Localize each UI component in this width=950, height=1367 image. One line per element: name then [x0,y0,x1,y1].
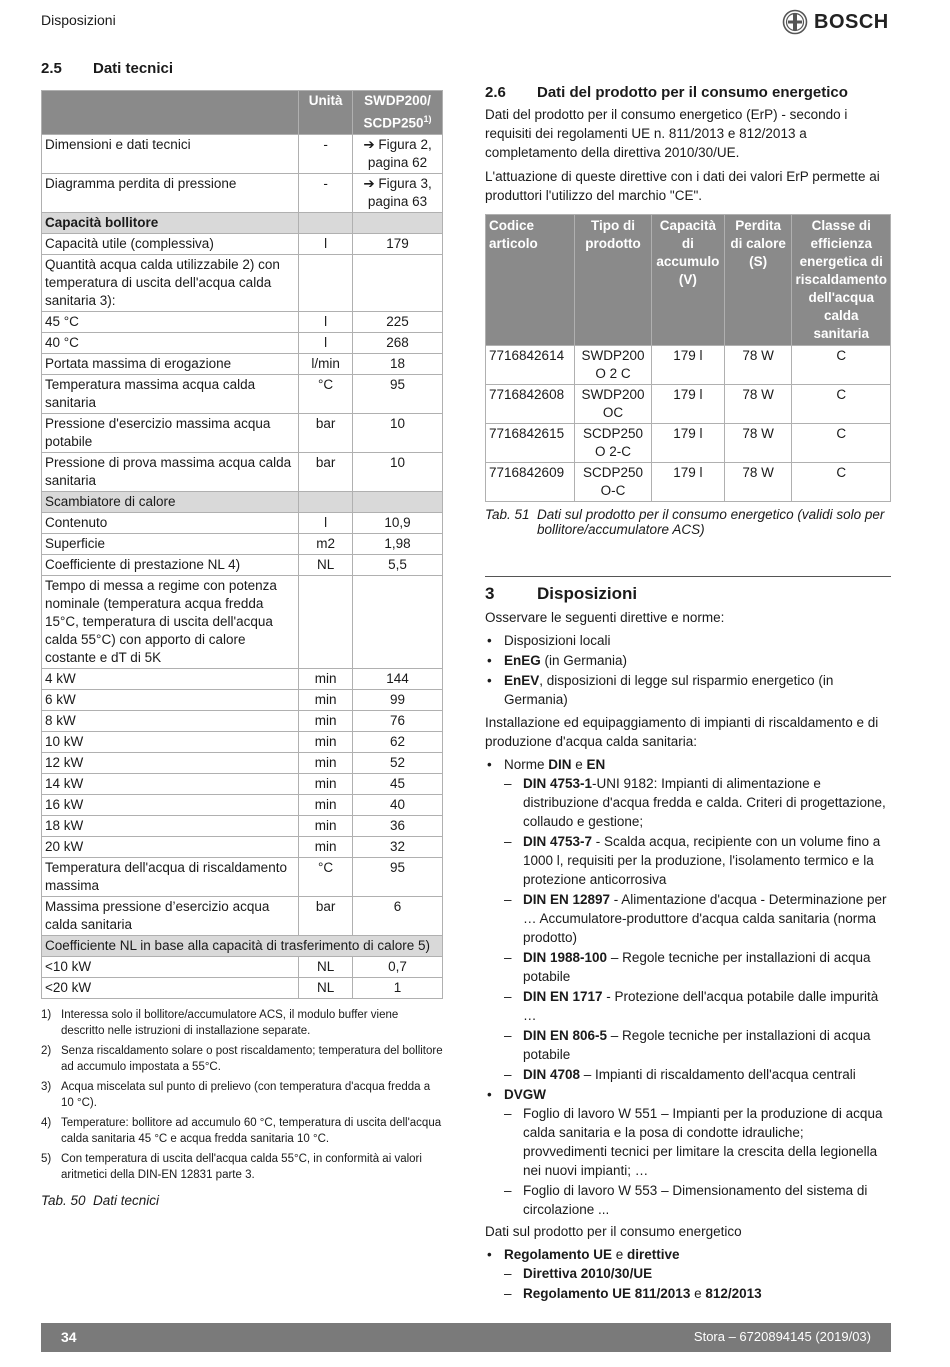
bosch-armature-icon [782,9,808,35]
table-cell-unit [299,575,353,668]
table-cell-label: Scambiatore di calore [42,491,299,512]
list-item: – DIN 4753-1-UNI 9182: Impianti di alimentazione e distribuzione d'acqua fredda e calda. Criteri di progettazione, collaudo e gestione; [504,774,891,831]
document-id: Stora – 6720894145 (2019/03) [693,1329,871,1344]
tech-header-model: SWDP200/ SCDP250$^{1)}$ [353,91,443,135]
table-row [42,710,443,731]
table-row [42,956,443,977]
table-cell-value: 62 [353,731,443,752]
table-cell: SCDP250 O 2-C [575,424,652,463]
table-cell-label: <10 kW [42,956,299,977]
table-cell-label: Contenuto [42,512,299,533]
table-cell-label: Quantità acqua calda utilizzabile 2) con temperatura di uscita dell'acqua calda sanitaria 3): [42,254,299,311]
page-number: 34 [61,1329,77,1345]
table-cell-value: 76 [353,710,443,731]
table-cell-label: 8 kW [42,710,299,731]
table-cell-unit: min [299,815,353,836]
table-cell: SWDP200 O 2 C [575,346,652,385]
section-2-6-title: 2.6 Dati del prodotto per il consumo energetico [485,84,848,101]
list-item: – DIN 4753-7 - Scalda acqua, recipiente con un volume fino a 1000 l, requisiti per la produzione, l'isolamento termico e la protezione anticorrosiva [504,832,891,889]
erp-header-cell: Classe di efficienza energetica di riscaldamento dell'acqua calda sanitaria [792,215,891,346]
table-row [42,668,443,689]
table-cell: 179 l [652,346,725,385]
table-row [42,689,443,710]
list-item-regulations: • Regolamento UE e direttive – Direttiva 2010/30/UE – Regolamento UE 811/2013 e 812/2013 [485,1245,891,1303]
list-item: • Disposizioni locali [485,631,891,650]
table-cell-value [353,212,443,233]
table-cell-label: 40 °C [42,332,299,353]
table-cell-unit: NL [299,977,353,998]
erp-table [485,214,891,502]
erp-paragraph-1: Dati del prodotto per il consumo energetico (ErP) - secondo i requisiti dei regolamenti UE n. 811/2013 e 812/2013 a completamento della direttiva 2010/30/UE. [485,107,848,160]
table-cell-unit: min [299,794,353,815]
table-cell-label: 10 kW [42,731,299,752]
footnote [41,1115,443,1147]
list-item-dvgw: • DVGW – Foglio di lavoro W 551 – Impianti per la produzione di acqua calda sanitaria e la posa di condotte idrauliche; provvedimenti tecnici per limitare la crescita della legionella nei nuovi impianti; … – Foglio di lavoro W 553 – Dimensionamento del sistema di circolazione ... [485,1085,891,1219]
table-cell: SWDP200 OC [575,385,652,424]
table-cell-unit: °C [299,857,353,896]
section-2-6-body [485,105,891,537]
table-cell: 179 l [652,424,725,463]
table-row [42,374,443,413]
table-cell-value: 1 [353,977,443,998]
page-footer [41,1323,891,1352]
din-sublist [504,774,891,1084]
table-cell-label: 45 °C [42,311,299,332]
table-row [42,731,443,752]
table-cell-label: 12 kW [42,752,299,773]
footnote [41,1043,443,1075]
table-row [42,575,443,668]
table-cell-unit: bar [299,896,353,935]
table-cell: C [792,463,891,502]
table-cell-label: Pressione d'esercizio massima acqua potabile [42,413,299,452]
table-cell: 78 W [724,424,792,463]
table-cell-label: Coefficiente di prestazione NL 4) [42,554,299,575]
table-row [42,794,443,815]
table-cell: 7716842608 [486,385,575,424]
table-row [42,332,443,353]
table-cell-unit: min [299,710,353,731]
table-cell-unit: l [299,332,353,353]
table-cell-label: <20 kW [42,977,299,998]
table-row [42,896,443,935]
table-cell-label: Temperatura massima acqua calda sanitaria [42,374,299,413]
table-cell-unit [299,254,353,311]
table-cell-value: 52 [353,752,443,773]
tech-table-header [42,91,443,135]
table-cell-unit: l [299,311,353,332]
table-51-caption: Tab. 51 Dati sul prodotto per il consumo energetico (validi solo per bollitore/accumulatore ACS) [485,507,885,537]
table-cell-value: 0,7 [353,956,443,977]
list-item: – DIN EN 1717 - Protezione dell'acqua potabile dalle impurità … [504,987,891,1025]
table-cell-label: Massima pressione d’esercizio acqua calda sanitaria [42,896,299,935]
section-3-body [485,608,891,1304]
table-cell-unit: min [299,668,353,689]
section-3-title: 3 Disposizioni [485,584,638,603]
table-cell-value: ➔ Figura 3, pagina 63 [353,173,443,212]
table-cell-value: 1,98 [353,533,443,554]
brand-name: BOSCH [814,10,889,33]
table-cell-unit: min [299,836,353,857]
table-row [42,752,443,773]
erp-header-cell: Capacità di accumulo (V) [652,215,725,346]
table-cell-label: 20 kW [42,836,299,857]
footnote-number: 1) [41,1008,52,1021]
table-cell-value: 32 [353,836,443,857]
table-cell-unit: m2 [299,533,353,554]
table-row [486,346,891,385]
table-cell-value: 40 [353,794,443,815]
list-item-din-en: • Norme DIN e EN – DIN 4753-1-UNI 9182: Impianti di alimentazione e distribuzione d'acqua fredda e calda. Criteri di progettazione, collaudo e gestione; – DIN 4753-7 - Scalda acqua, recipiente con un volume fino a 1000 l, requisiti per la produzione, l'isolamento termico e la protezione anticorrosiva – DIN EN 12897 - Alimentazione d'acqua - Determinazione per … Accumulatore-produttore d'acqua calda sanitaria (norma prodotto) – DIN 1988-100 – Regole tecniche per installazioni di acqua potabile – DIN EN 1717 - Protezione dell'acqua potabile dalle impurità … – DIN EN 806-5 – Regole tecniche per installazioni di acqua potabile – DIN 4708 – Impianti di riscaldamento dell'acqua centrali [485,755,891,1084]
table-cell-label: 16 kW [42,794,299,815]
table-row [42,773,443,794]
list-item: – Foglio di lavoro W 551 – Impianti per la produzione di acqua calda sanitaria e la posa di condotte idrauliche; provvedimenti tecnici per limitare la crescita della legionella nei nuovi impianti; … [504,1104,891,1180]
footnote-number: 5) [41,1152,52,1165]
table-cell-label: 18 kW [42,815,299,836]
table-cell-label: 6 kW [42,689,299,710]
table-row [42,212,443,233]
table-row [42,134,443,173]
table-row [42,554,443,575]
table-cell-unit: bar [299,452,353,491]
table-cell-label: Dimensioni e dati tecnici [42,134,299,173]
footnote [41,1151,443,1183]
table-cell-value: 6 [353,896,443,935]
table-cell-unit: NL [299,554,353,575]
erp-paragraph-2: L'attuazione di queste direttive con i dati dei valori ErP permette ai produttori l'utilizzo del marchio "CE". [485,169,880,203]
table-cell-value: 5,5 [353,554,443,575]
table-cell-unit [299,491,353,512]
table-cell-value: ➔ Figura 2, pagina 62 [353,134,443,173]
erp-header-cell: Tipo di prodotto [575,215,652,346]
bosch-logo [782,9,889,35]
list-item: – DIN 4708 – Impianti di riscaldamento dell'acqua centrali [504,1065,891,1084]
tech-table [41,90,443,999]
table-cell-unit: NL [299,956,353,977]
table-cell-unit: min [299,689,353,710]
list-item: – DIN EN 12897 - Alimentazione d'acqua - Determinazione per … Accumulatore-produttore d'acqua calda sanitaria (norma prodotto) [504,890,891,947]
footnote [41,1079,443,1111]
table-cell-label: Capacità utile (complessiva) [42,233,299,254]
table-row [42,533,443,554]
table-row [42,815,443,836]
table-cell: 7716842615 [486,424,575,463]
table-50-caption: Tab. 50 Dati tecnici [41,1192,160,1208]
table-cell-unit: min [299,773,353,794]
table-cell-value: 95 [353,857,443,896]
table-row [486,385,891,424]
table-cell-label: 14 kW [42,773,299,794]
norms-list [485,755,891,1219]
list-item: – DIN EN 806-5 – Regole tecniche per installazioni di acqua potabile [504,1026,891,1064]
list-item: – Direttiva 2010/30/UE [504,1264,891,1283]
table-cell: 179 l [652,463,725,502]
table-row [42,254,443,311]
section-2-5-title: 2.5 Dati tecnici [41,60,174,77]
table-cell: SCDP250 O-C [575,463,652,502]
table-cell-label: Tempo di messa a regime con potenza nominale (temperatura acqua fredda 15°C, temperatura di uscita dell'acqua calda 55°C) con apporto di calore costante e dT di 5K [42,575,299,668]
table-cell-unit: l [299,233,353,254]
footnote-number: 2) [41,1044,52,1057]
table-row [42,413,443,452]
table-cell: 78 W [724,385,792,424]
tech-table-wrapper [41,90,443,1208]
table-row [42,935,443,956]
table-cell-unit [299,212,353,233]
footnote-number: 4) [41,1116,52,1129]
footnote-text: Interessa solo il bollitore/accumulatore ACS, il modulo buffer viene descritto nelle istruzioni di installazione separate. [61,1008,399,1037]
list-item: • EnEV, disposizioni di legge sul risparmio energetico (in Germania) [485,671,891,709]
sec3-erp-paragraph: Dati sul prodotto per il consumo energetico [485,1224,742,1239]
table-cell-value: 144 [353,668,443,689]
table-cell-label: Temperatura dell'acqua di riscaldamento massima [42,857,299,896]
table-cell-label: Coefficiente NL in base alla capacità di trasferimento di calore 5) [42,935,443,956]
footnotes [41,1007,443,1183]
table-cell-value: 10 [353,413,443,452]
table-cell: 7716842614 [486,346,575,385]
table-row [42,233,443,254]
list-item: – Regolamento UE 811/2013 e 812/2013 [504,1284,891,1303]
table-row [42,857,443,896]
table-cell: 78 W [724,463,792,502]
table-cell-label: Portata massima di erogazione [42,353,299,374]
table-row [42,173,443,212]
footnote-text: Acqua miscelata sul punto di prelievo (con temperatura d'acqua fredda a 10 °C). [61,1080,431,1109]
table-row [486,463,891,502]
table-cell-value: 10,9 [353,512,443,533]
table-cell-unit: - [299,173,353,212]
table-cell-value [353,491,443,512]
table-cell-label: Pressione di prova massima acqua calda sanitaria [42,452,299,491]
list-item: • EnEG (in Germania) [485,651,891,670]
footnote [41,1007,443,1039]
footnote-text: Senza riscaldamento solare o post riscaldamento; temperatura del bollitore ad accumulo impostata a 55°C. [61,1044,443,1073]
table-cell-unit: min [299,752,353,773]
sec3-installation-paragraph: Installazione ed equipaggiamento di impianti di riscaldamento e di produzione d'acqua calda sanitaria: [485,715,879,749]
table-cell-unit: l [299,512,353,533]
erp-table-header [486,215,891,346]
table-row [42,512,443,533]
table-cell-unit: min [299,731,353,752]
table-cell-value: 99 [353,689,443,710]
table-cell: 78 W [724,346,792,385]
table-row [42,977,443,998]
table-cell-value: 268 [353,332,443,353]
table-row [42,311,443,332]
table-row [42,452,443,491]
table-cell-label: Superficie [42,533,299,554]
table-cell-value: 225 [353,311,443,332]
table-cell-label: 4 kW [42,668,299,689]
table-cell-value: 18 [353,353,443,374]
regulation-sublist [504,1264,891,1303]
table-cell-value [353,254,443,311]
footnote-text: Con temperatura di uscita dell'acqua calda 55°C, in conformità ai valori aritmetici della DIN-EN 12831 parte 3. [61,1152,422,1181]
table-row [42,353,443,374]
table-row [42,491,443,512]
table-cell-unit: l/min [299,353,353,374]
table-cell-label: Diagramma perdita di pressione [42,173,299,212]
footnote-number: 3) [41,1080,52,1093]
table-cell-value: 45 [353,773,443,794]
table-row [486,424,891,463]
table-cell-unit: - [299,134,353,173]
table-cell-label: Capacità bollitore [42,212,299,233]
table-cell: C [792,346,891,385]
table-cell-value: 10 [353,452,443,491]
sec3-intro: Osservare le seguenti direttive e norme: [485,610,725,625]
table-cell: C [792,424,891,463]
table-cell-value [353,575,443,668]
list-item: – Foglio di lavoro W 553 – Dimensionamento del sistema di circolazione ... [504,1181,891,1219]
table-cell-unit: bar [299,413,353,452]
footnote-text: Temperature: bollitore ad accumulo 60 °C, temperatura di uscita dell'acqua calda sanitaria 45 °C e acqua fredda sanitaria 10 °C. [61,1116,442,1145]
table-cell: C [792,385,891,424]
erp-header-cell: Perdita di calore (S) [724,215,792,346]
table-cell: 7716842609 [486,463,575,502]
table-cell: 179 l [652,385,725,424]
table-cell-value: 36 [353,815,443,836]
laws-list [485,631,891,709]
header-section: Disposizioni [41,12,116,28]
section-divider [485,576,891,577]
erp-header-cell: Codice articolo [486,215,575,346]
table-cell-unit: °C [299,374,353,413]
list-item: – DIN 1988-100 – Regole tecniche per installazioni di acqua potabile [504,948,891,986]
table-row [42,836,443,857]
tech-header-unit: Unità [299,91,353,135]
table-cell-value: 179 [353,233,443,254]
table-cell-value: 95 [353,374,443,413]
regulation-list [485,1245,891,1303]
dvgw-sublist [504,1104,891,1219]
